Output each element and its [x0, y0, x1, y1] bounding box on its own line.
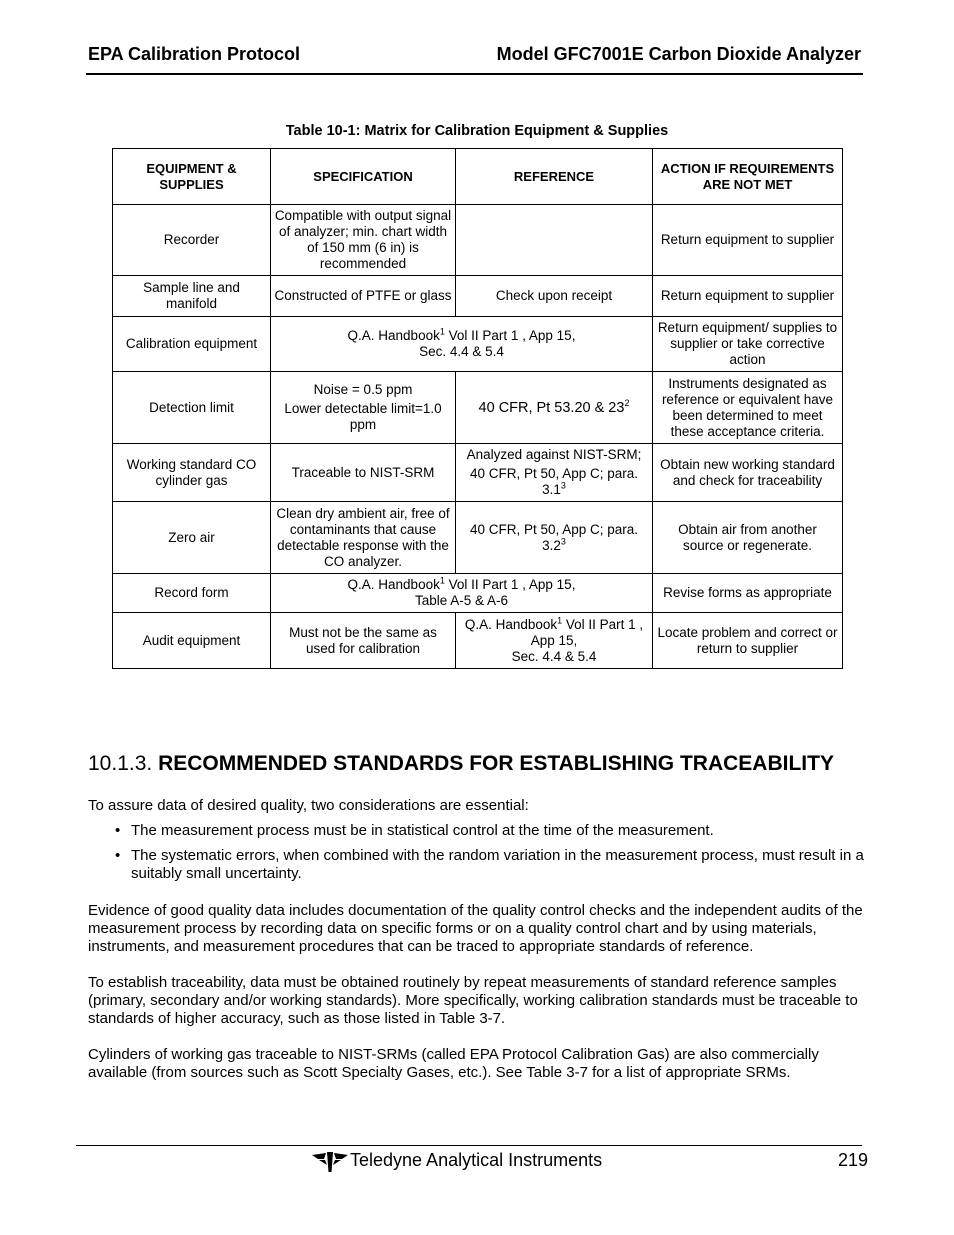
noise-spec: Noise = 0.5 ppm: [313, 382, 413, 397]
table-row: [113, 276, 843, 317]
table-row: [113, 502, 843, 574]
cell-equipment: Detection limit: [113, 372, 271, 444]
handbook-volume: Vol II Part 1 , App 15,: [444, 328, 576, 343]
cfr-reference: 40 CFR, Pt 50, App C; para. 3.1: [469, 466, 639, 497]
header-divider: [86, 73, 863, 75]
handbook-section: Sec. 4.4 & 5.4: [419, 344, 504, 359]
calibration-matrix-table: [112, 148, 843, 669]
cell-equipment: Sample line and manifold: [113, 276, 271, 317]
cell-reference: [456, 444, 653, 502]
cell-reference: Check upon receipt: [456, 276, 653, 317]
handbook-text: Q.A. Handbook: [464, 616, 558, 632]
paragraph-evidence: Evidence of good quality data includes documentation of the quality control checks and the independent audits of the measurement process by recording data on specific forms or on a quality control chart and by using materials, instruments, and measurement procedures that can be traced to appropriate standards of reference.: [88, 902, 863, 955]
cell-equipment: Calibration equipment: [113, 317, 271, 372]
table-row: [113, 444, 843, 502]
bullet-icon: •: [115, 847, 121, 864]
cell-action: Return equipment/ supplies to supplier or take corrective action: [653, 317, 843, 372]
footnote-marker: 1: [439, 326, 445, 337]
cell-merged-reference: [271, 574, 653, 613]
teledyne-logo-icon: [312, 1151, 348, 1173]
cell-action: Locate problem and correct or return to supplier: [653, 613, 843, 669]
list-item-text: The measurement process must be in statistical control at the time of the measurement.: [131, 822, 714, 839]
cell-action: Instruments designated as reference or equivalent have been determined to meet these acceptance criteria.: [653, 372, 843, 444]
header-specification: SPECIFICATION: [271, 149, 456, 205]
handbook-section: Sec. 4.4 & 5.4: [511, 648, 597, 664]
cell-action: Return equipment to supplier: [653, 276, 843, 317]
cell-equipment: Working standard CO cylinder gas: [113, 444, 271, 502]
header-reference: REFERENCE: [456, 149, 653, 205]
footer-company: Teledyne Analytical Instruments: [350, 1150, 603, 1170]
table-row: [113, 205, 843, 276]
cfr-reference: 40 CFR, Pt 53.20 & 23: [478, 399, 625, 416]
cell-specification: Compatible with output signal of analyzer; min. chart width of 150 mm (6 in) is recommended: [271, 205, 456, 276]
footnote-marker: 1: [557, 615, 563, 625]
bullet-icon: •: [115, 822, 121, 839]
footer-divider: [76, 1145, 862, 1146]
cell-equipment: Recorder: [113, 205, 271, 276]
header-section-title: EPA Calibration Protocol: [88, 44, 301, 64]
header-model-title: Model GFC7001E Carbon Dioxide Analyzer: [496, 44, 861, 64]
cell-merged-reference: [271, 317, 653, 372]
cell-equipment: Zero air: [113, 502, 271, 574]
list-item-text: The systematic errors, when combined with the random variation in the measurement process, must result in a suitably small uncertainty.: [131, 847, 864, 882]
cell-action: Obtain new working standard and check for traceability: [653, 444, 843, 502]
paragraph-cylinders: Cylinders of working gas traceable to NIST-SRMs (called EPA Protocol Calibration Gas) are also commercially available (from sources such as Scott Specialty Gases, etc.). See Table 3-7 for a list of appropriate SRMs.: [88, 1046, 819, 1081]
header-action: ACTION IF REQUIREMENTS ARE NOT MET: [653, 149, 843, 205]
table-row: [113, 317, 843, 372]
cell-reference: [456, 613, 653, 669]
cell-reference: [456, 205, 653, 276]
intro-paragraph: To assure data of desired quality, two considerations are essential:: [88, 797, 529, 814]
footnote-marker: 3: [560, 480, 566, 491]
table-row: [113, 574, 843, 613]
cell-action: Obtain air from another source or regenerate.: [653, 502, 843, 574]
cell-action: Revise forms as appropriate: [653, 574, 843, 613]
cell-specification: Must not be the same as used for calibration: [271, 613, 456, 669]
table-header-row: [113, 149, 843, 205]
cell-action: Return equipment to supplier: [653, 205, 843, 276]
table-row: [113, 613, 843, 669]
cell-specification: Clean dry ambient air, free of contaminants that cause detectable response with the CO analyzer.: [271, 502, 456, 574]
handbook-volume: Vol II Part 1 , App 15,: [530, 616, 644, 648]
section-number: 10.1.3.: [88, 752, 153, 775]
footnote-marker: 2: [624, 397, 630, 408]
ldl-spec: Lower detectable limit=1.0 ppm: [284, 401, 442, 432]
header-equipment: EQUIPMENT & SUPPLIES: [113, 149, 271, 205]
cell-reference: [456, 502, 653, 574]
section-heading: [88, 752, 834, 776]
handbook-text: Q.A. Handbook: [347, 577, 440, 592]
list-item: [115, 822, 870, 840]
paragraph-traceability: To establish traceability, data must be obtained routinely by repeat measurements of standard reference samples (primary, secondary and/or working standards). More specifically, working calibration standards must be traceable to standards of higher accuracy, such as those listed in Table 3-7.: [88, 974, 858, 1027]
handbook-table: Table A-5 & A-6: [414, 593, 509, 608]
nist-reference: Analyzed against NIST-SRM;: [466, 447, 642, 462]
section-title: RECOMMENDED STANDARDS FOR ESTABLISHING TRACEABILITY: [158, 752, 834, 775]
cell-specification: [271, 372, 456, 444]
page-header: [88, 44, 861, 66]
cell-reference: [456, 372, 653, 444]
cell-equipment: Audit equipment: [113, 613, 271, 669]
cfr-reference: 40 CFR, Pt 50, App C; para. 3.2: [469, 521, 639, 553]
footer-page-number: 219: [838, 1150, 869, 1170]
footnote-marker: 1: [439, 575, 445, 586]
handbook-volume: Vol II Part 1 , App 15,: [444, 577, 576, 592]
cell-specification: Constructed of PTFE or glass: [271, 276, 456, 317]
handbook-text: Q.A. Handbook: [347, 328, 440, 343]
table-caption: Table 10-1: Matrix for Calibration Equipment & Supplies: [285, 123, 669, 139]
footnote-marker: 3: [560, 536, 566, 546]
cell-specification: Traceable to NIST-SRM: [271, 444, 456, 502]
cell-equipment: Record form: [113, 574, 271, 613]
list-item: [115, 847, 870, 883]
table-row: [113, 372, 843, 444]
